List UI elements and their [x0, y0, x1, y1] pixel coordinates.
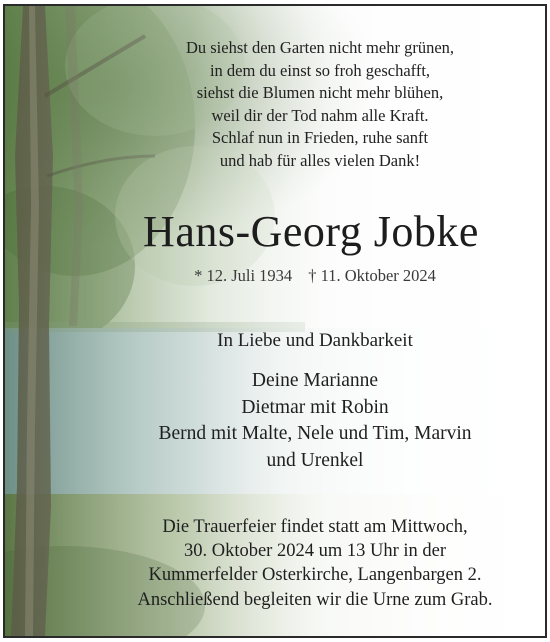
- mourner-line: Dietmar mit Robin: [241, 396, 389, 418]
- mourners-list: [95, 368, 535, 474]
- mourners-intro: In Liebe und Dankbarkeit: [217, 330, 413, 351]
- poem-line: Du siehst den Garten nicht mehr grünen,: [185, 38, 455, 57]
- poem-line: Schlaf nun in Frieden, ruhe sanft: [211, 128, 429, 148]
- funeral-service-info: [85, 515, 545, 612]
- poem-line: weil dir der Tod nahm alle Kraft.: [211, 105, 429, 125]
- service-line: Die Trauerfeier findet statt am Mittwoch,: [162, 517, 468, 537]
- poem-line: und hab für alles vielen Dank!: [219, 150, 421, 170]
- service-line: Anschließend begleiten wir die Urne zum Grab.: [137, 589, 493, 610]
- service-line: Kummerfelder Osterkirche, Langenbargen 2.: [148, 565, 482, 586]
- life-dates: [145, 265, 485, 287]
- memorial-poem: [125, 37, 515, 173]
- service-line: 30. Oktober 2024 um 13 Uhr in der: [183, 541, 447, 562]
- birth-date: * 12. Juli 1934: [194, 266, 293, 285]
- poem-line: in dem du einst so froh geschafft,: [209, 60, 431, 80]
- notice-border: [3, 4, 547, 638]
- mourner-line: und Urenkel: [266, 449, 364, 471]
- mourner-line: Deine Marianne: [251, 370, 379, 391]
- deceased-name: Hans-Georg Jobke: [143, 207, 479, 256]
- poem-line: siehst die Blumen nicht mehr blühen,: [196, 83, 444, 103]
- notice-text: [5, 6, 545, 636]
- death-date: † 11. Oktober 2024: [308, 266, 436, 285]
- mourner-line: Bernd mit Malte, Nele und Tim, Marvin: [158, 423, 472, 445]
